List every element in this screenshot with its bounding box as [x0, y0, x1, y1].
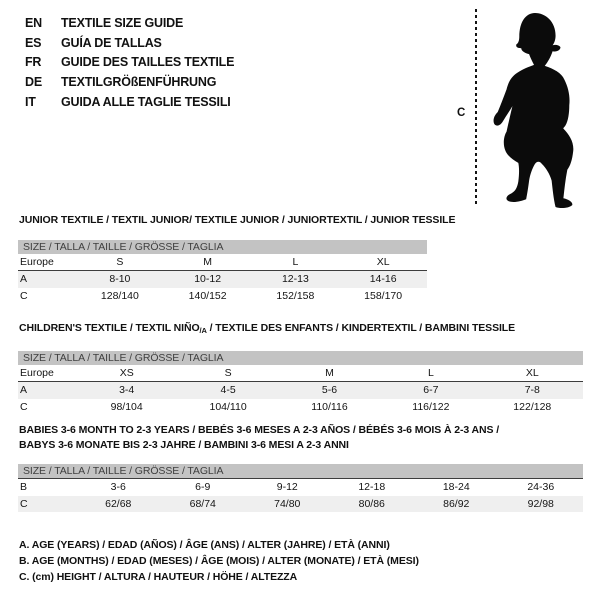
footnote: B. AGE (MONTHS) / EDAD (MESES) / ÂGE (MOIS) / ALTER (MONATE) / ETÀ (MESI) — [19, 555, 419, 567]
language-label: GUIDA ALLE TAGLIE TESSILI — [61, 94, 231, 109]
size-cell: 9-12 — [276, 481, 298, 494]
size-table — [18, 365, 583, 416]
language-row — [25, 72, 234, 92]
size-cell: XL — [482, 365, 583, 382]
size-cell: S — [76, 254, 164, 271]
size-cell: 10-12 — [194, 273, 222, 286]
size-cell: 86/92 — [443, 497, 470, 510]
size-cell: XS — [76, 365, 177, 382]
language-list — [25, 13, 234, 111]
table-title-text: BABYS 3-6 MONATE BIS 2-3 JAHRE / BAMBINI 3-6 MESI A 2-3 ANNI — [19, 438, 349, 451]
size-cell: 110/116 — [311, 400, 348, 413]
row-label: Europe — [18, 254, 76, 271]
row-label: Europe — [18, 365, 76, 382]
size-cell: 140/152 — [188, 289, 227, 302]
size-cell: 62/68 — [105, 497, 132, 510]
language-label: TEXTILE SIZE GUIDE — [61, 15, 184, 30]
size-cell: 5-6 — [321, 384, 338, 397]
size-cell: 116/122 — [412, 400, 450, 413]
size-cell: 3-6 — [110, 481, 126, 494]
size-table — [18, 254, 427, 305]
size-cell: 7-8 — [524, 384, 540, 397]
size-cell: 8-10 — [109, 273, 131, 286]
row-label: C — [20, 497, 28, 510]
row-label: C — [20, 400, 28, 413]
size-row — [18, 382, 583, 399]
table-title — [19, 438, 583, 453]
size-header-bar: SIZE / TALLA / TAILLE / GRÖSSE / TAGLIA — [18, 240, 427, 254]
size-cell: 12-18 — [358, 481, 386, 494]
table-title-text: CHILDREN'S TEXTILE / TEXTIL NIÑO — [19, 322, 200, 334]
size-row — [18, 288, 427, 305]
size-cell: S — [177, 365, 278, 382]
size-cell: 128/140 — [100, 289, 139, 302]
height-measure-dashed-line — [475, 9, 477, 207]
size-cell: 14-16 — [369, 273, 397, 286]
language-code: EN — [25, 15, 42, 30]
size-cell: 98/104 — [110, 400, 143, 413]
size-cell: 68/74 — [189, 497, 216, 510]
size-cell: 24-36 — [527, 481, 555, 494]
size-header-bar: SIZE / TALLA / TAILLE / GRÖSSE / TAGLIA — [18, 351, 583, 365]
size-cell: 4-5 — [220, 384, 236, 397]
size-cell: 74/80 — [274, 497, 301, 510]
row-label: B — [20, 481, 28, 494]
size-cell: 80/86 — [358, 497, 385, 510]
table-title-text: / TEXTILE DES ENFANTS / KINDERTEXTIL / BAMBINI TESSILE — [206, 322, 516, 334]
row-label: A — [20, 273, 28, 286]
size-row — [18, 399, 583, 416]
size-cell: 152/158 — [276, 289, 315, 302]
size-cell: 92/98 — [527, 497, 554, 510]
size-cell: XL — [339, 254, 427, 271]
size-table-section — [18, 423, 583, 512]
size-cell: 158/170 — [364, 289, 403, 302]
size-cell: 12-13 — [281, 273, 309, 286]
language-code: DE — [25, 74, 42, 89]
size-row — [18, 271, 427, 288]
size-cell: 3-4 — [119, 384, 135, 397]
size-row — [18, 254, 427, 271]
size-row — [18, 496, 583, 513]
size-cell: 122/128 — [513, 400, 552, 413]
table-title-text: JUNIOR TEXTILE / TEXTIL JUNIOR/ TEXTILE JUNIOR / JUNIORTEXTIL / JUNIOR TESSILE — [19, 214, 456, 226]
table-title — [19, 423, 583, 438]
language-row — [25, 52, 234, 72]
footnote: A. AGE (YEARS) / EDAD (AÑOS) / ÂGE (ANS) / ALTER (JAHRE) / ETÀ (ANNI) — [19, 539, 390, 551]
toddler-silhouette-icon — [488, 11, 580, 209]
language-label: GUÍA DE TALLAS — [61, 35, 162, 50]
size-cell: L — [252, 254, 340, 271]
size-cell: 104/110 — [209, 400, 247, 413]
language-row — [25, 13, 234, 33]
language-code: ES — [25, 35, 42, 50]
language-row — [25, 92, 234, 112]
size-table — [18, 479, 583, 512]
row-label: A — [20, 384, 28, 397]
table-title — [19, 321, 583, 339]
size-header-bar: SIZE / TALLA / TAILLE / GRÖSSE / TAGLIA — [18, 464, 583, 479]
table-title-text: /A — [199, 326, 207, 335]
footnote: C. (cm) HEIGHT / ALTURA / HAUTEUR / HÖHE / ALTEZZA — [19, 571, 298, 583]
size-cell: 18-24 — [442, 481, 470, 494]
language-code: FR — [25, 55, 42, 70]
language-label: GUIDE DES TAILLES TEXTILE — [61, 55, 235, 70]
size-row — [18, 479, 583, 496]
size-cell: L — [380, 365, 481, 382]
table-title-text: BABIES 3-6 MONTH TO 2-3 YEARS / BEBÉS 3-6 MESES A 2-3 AÑOS / BÉBÉS 3-6 MOIS À 2-3 ANS / — [19, 424, 500, 436]
language-label: TEXTILGRÖßENFÜHRUNG — [61, 74, 217, 89]
size-cell: 6-9 — [195, 481, 211, 494]
size-table-section — [18, 213, 456, 304]
footnotes — [19, 537, 419, 585]
language-row — [25, 33, 234, 53]
size-table-section — [18, 321, 583, 415]
size-row — [18, 365, 583, 382]
height-measure-label: C — [457, 107, 466, 119]
size-cell: M — [164, 254, 252, 271]
size-cell: M — [279, 365, 380, 382]
size-cell: 6-7 — [423, 384, 439, 397]
table-title — [19, 213, 456, 228]
row-label: C — [20, 289, 28, 302]
language-code: IT — [25, 94, 36, 109]
